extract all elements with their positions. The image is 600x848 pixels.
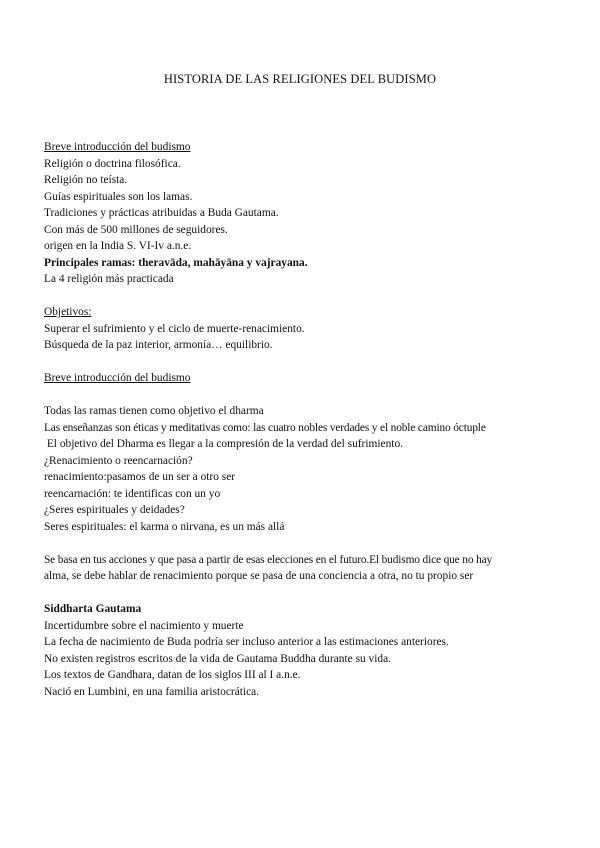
bold-text-line: Principales ramas: theravāda, mahāyāna y vajrayana. (44, 256, 308, 269)
text-line: El objetivo del Dharma es llegar a la compresión de la verdad del sufrimiento. (44, 438, 403, 450)
text-line: Superar el sufrimiento y el ciclo de muerte-renacimiento. (44, 322, 305, 335)
text-line: Seres espirituales: el karma o nirvana, es un más allá (44, 520, 285, 533)
section-heading-objetivos: Objetivos: (44, 306, 92, 318)
text-line: Religión no teísta. (44, 174, 128, 186)
text-line: Los textos de Gandhara, datan de los siglos III al I a.n.e. (44, 669, 301, 681)
text-line: La fecha de nacimiento de Buda podría ser incluso anterior a las estimaciones anteriores. (44, 636, 449, 648)
text-line: origen en la India S. VI-Iv a.n.e. (44, 240, 192, 252)
spacer (44, 387, 574, 404)
text-line: Las enseñanzas son éticas y meditativas como: las cuatro nobles verdades y el noble camino óctuple (44, 421, 486, 434)
text-line: Guías espirituales son los lamas. (44, 190, 193, 203)
section-heading-intro: Breve introducción del budismo (44, 141, 191, 153)
text-line: Nació en Lumbini, en una familia aristocrática. (44, 685, 260, 698)
spacer (44, 585, 574, 602)
text-line: ¿Seres espirituales y deidades? (44, 504, 185, 516)
spacer (44, 535, 574, 552)
text-line: Tradiciones y prácticas atribuidas a Buda Gautama. (44, 207, 279, 219)
text-line: renacimiento:pasamos de un ser a otro ser (44, 471, 236, 483)
text-line: ¿Renacimiento o reencarnación? (44, 454, 193, 467)
text-line: reencarnación: te identificas con un yo (44, 487, 221, 500)
text-line: Religión o doctrina filosófica. (44, 157, 181, 170)
text-line: Con más de 500 millones de seguidores. (44, 223, 228, 236)
spacer (44, 354, 574, 371)
section-heading-intro-2: Breve introducción del budismo (44, 372, 191, 384)
section-heading-siddharta: Siddharta Gautama (44, 603, 142, 615)
text-line: Todas las ramas tienen como objetivo el dharma (44, 405, 264, 417)
text-line: La 4 religión más practicada (44, 273, 174, 285)
spacer (44, 288, 574, 305)
paragraph-line: Se basa en tus acciones y que pasa a partir de esas elecciones en el futuro.El budismo dice que no hay (44, 553, 493, 566)
document-body (44, 139, 574, 700)
text-line: No existen registros escritos de la vida de Gautama Buddha durante su vida. (44, 652, 392, 665)
text-line: Incertidumbre sobre el nacimiento y muerte (44, 619, 244, 632)
text-line: Búsqueda de la paz interior, armonía… equilibrio. (44, 339, 273, 351)
document-title: HISTORIA DE LAS RELIGIONES DEL BUDISMO (163, 72, 437, 86)
paragraph-line: alma, se debe hablar de renacimiento porque se pasa de una conciencia a otra, no tu propio ser (44, 570, 474, 582)
